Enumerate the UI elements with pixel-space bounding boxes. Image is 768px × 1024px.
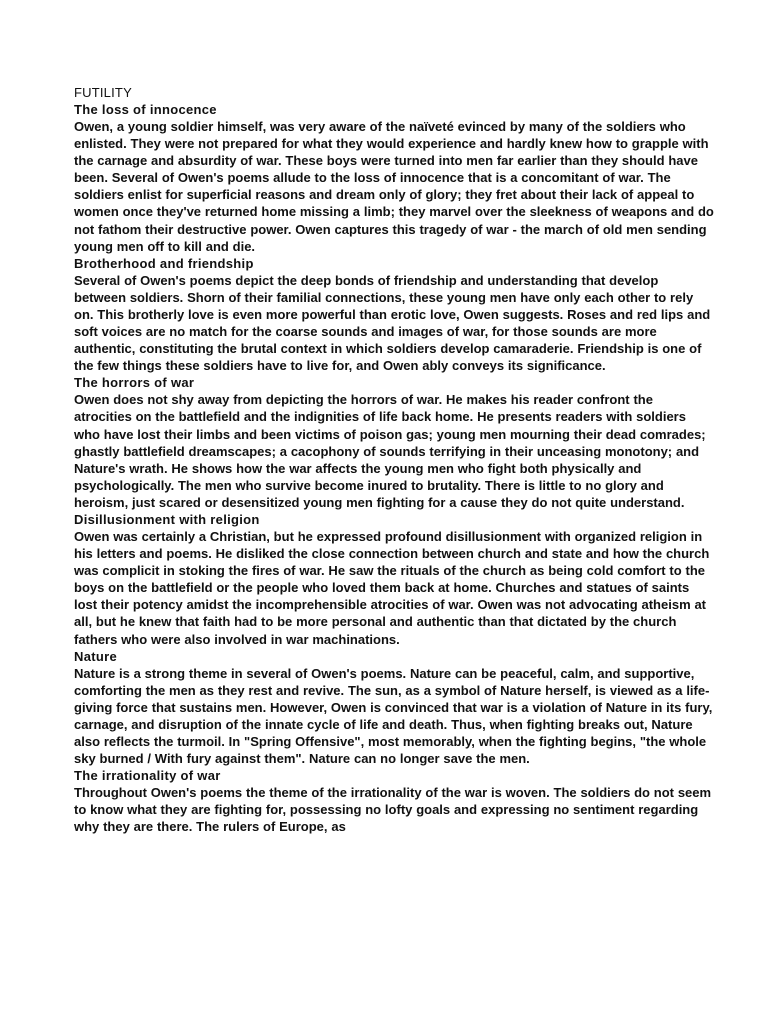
section-heading: Brotherhood and friendship [74,255,254,271]
section-loss-of-innocence [74,101,714,255]
section-body: Nature is a strong theme in several of Owen's poems. Nature can be peaceful, calm, and supportive, comforting the men as they rest and revive. The sun, as a symbol of Nature herself, is viewed as a life-giving force that sustains men. However, Owen is convinced that war is a violation of Nature in its fury, carnage, and disruption of the innate cycle of life and death. Thus, when fighting breaks out, Nature also reflects the turmoil. In "Spring Offensive", most memorably, when the fighting begins, "the whole sky burned / With fury against them". Nature can no longer save the men. [74,665,713,767]
section-body: Throughout Owen's poems the theme of the irrationality of the war is woven. The soldiers do not seem to know what they are fighting for, possessing no lofty goals and expressing no sentiment regarding why they are there. The rulers of Europe, as [74,785,712,835]
section-horrors-of-war [74,374,714,511]
section-disillusionment-with-religion [74,511,714,648]
section-body: Owen, a young soldier himself, was very aware of the naïveté evinced by many of the soldiers who enlisted. They were not prepared for what they would experience and hardly knew how to grapple with the carnage and absurdity of war. These boys were turned into men far earlier than they should have been. Several of Owen's poems allude to the loss of innocence that is a concomitant of war. The soldiers enlist for superficial reasons and dream only of glory; they fret about their lack of appeal to women once they've returned home missing a limb; they marvel over the sleekness of weapons and do not fathom their destructive power. Owen captures this tragedy of war - the march of old men sending young men off to kill and die. [74,119,714,254]
document-page [74,84,714,835]
document-title: FUTILITY [74,85,132,100]
section-heading: The horrors of war [74,375,195,391]
section-nature [74,648,714,768]
section-irrationality-of-war [74,767,714,835]
section-heading: The irrationality of war [74,768,221,784]
section-body: Owen was certainly a Christian, but he expressed profound disillusionment with organized religion in his letters and poems. He disliked the close connection between church and state and how the church was complicit in stoking the fires of war. He saw the rituals of the church as being cold comfort to the boys on the battlefield or the people who loved them back at home. Churches and statues of saints lost their potency amidst the incomprehensible atrocities of war. Owen was not advocating atheism at all, but he knew that faith had to be more personal and authentic than that dictated by the church fathers who were also involved in war machinations. [74,528,710,647]
section-heading: The loss of innocence [74,102,217,117]
section-body: Several of Owen's poems depict the deep bonds of friendship and understanding that develop between soldiers. Shorn of their familial connections, these young men have only each other to rely on. This brotherly love is even more powerful than erotic love, Owen suggests. Roses and red lips and soft voices are no match for the coarse sounds and images of war, for those sounds are more authentic, constituting the brutal context in which soldiers develop camaraderie. Friendship is one of the few things these soldiers have to live for, and Owen ably conveys its significance. [74,272,711,374]
section-brotherhood-and-friendship [74,255,714,375]
section-body: Owen does not shy away from depicting the horrors of war. He makes his reader confront the atrocities on the battlefield and the indignities of life back home. He presents readers with soldiers who have lost their limbs and been victims of poison gas; young men mourning their dead comrades; ghastly battlefield dreamscapes; a cacophony of sounds terrifying in their unceasing monotony; and Nature's wrath. He shows how the war affects the young men who fight both physically and psychologically. The men who survive become inured to brutality. There is little to no glory and heroism, just scared or desensitized young men fighting for a cause they do not quite understand. [74,392,706,510]
section-heading: Nature [74,648,117,664]
section-heading: Disillusionment with religion [74,511,260,527]
